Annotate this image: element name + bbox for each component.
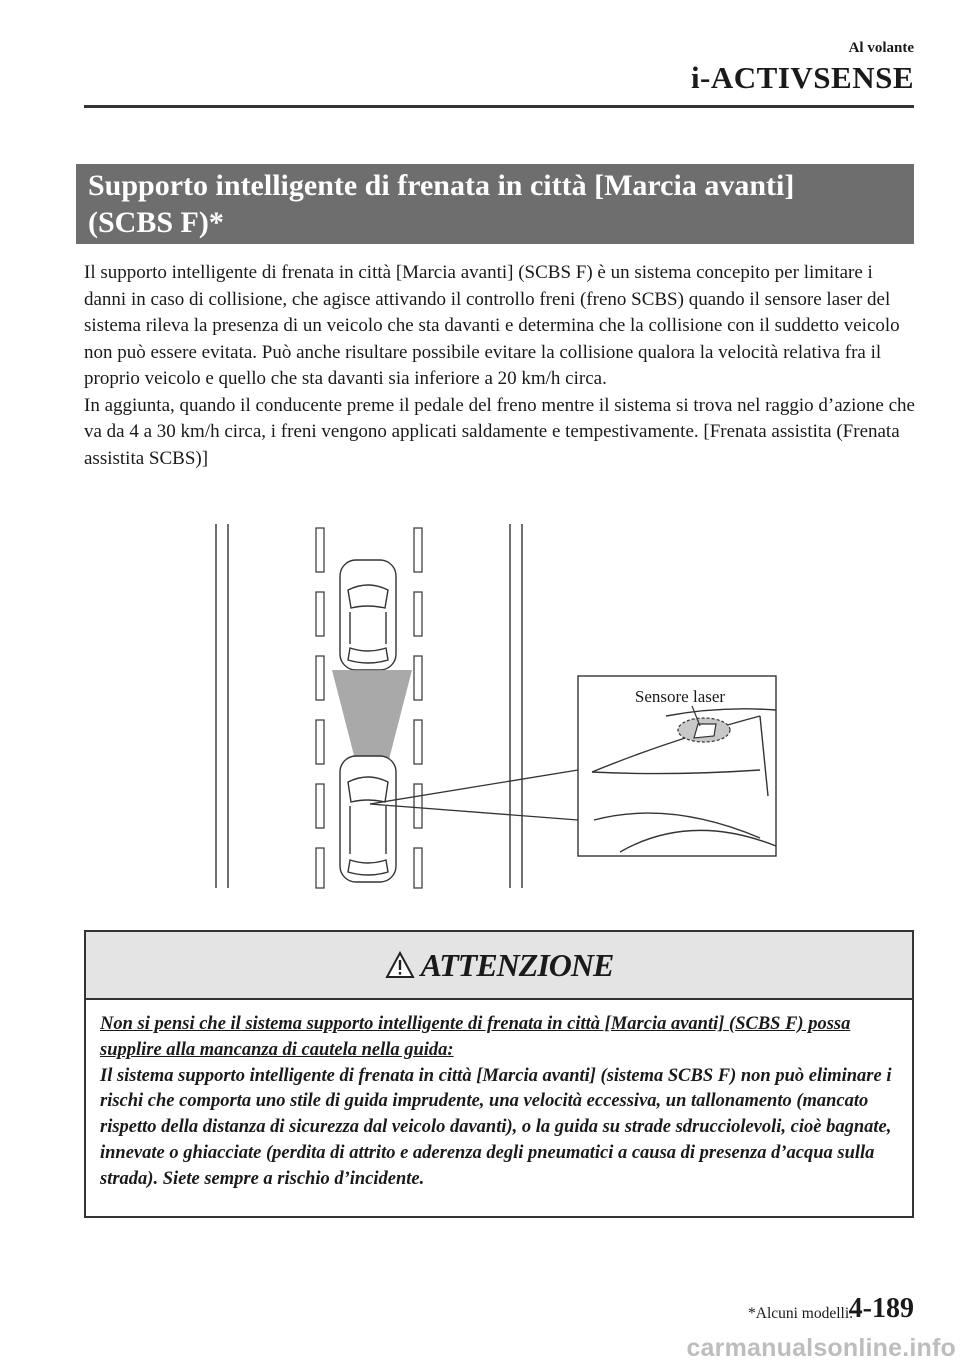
- own-vehicle: [340, 756, 396, 882]
- callout-line-bottom: [370, 804, 578, 820]
- chapter-label: Al volante: [848, 40, 914, 56]
- lead-vehicle: [340, 560, 396, 670]
- callout-line-top: [370, 770, 578, 804]
- footer-note: *Alcuni modelli.: [748, 1305, 854, 1322]
- warning-text: Il sistema supporto intelligente di frenata in città [Marcia avanti] (sistema SCBS F) non può eliminare i rischi che comporta uno stile di guida imprudente, una velocità eccessiva, un tallonamento (mancato rispetto della distanza di sicurezza dal veicolo davanti), o la guida su strade sdrucciolevoli, cioè bagnate, innevate o ghiacciate (perdita di attrito e aderenza degli pneumatici a causa di presenza d’acqua sulla strada). Siete sempre a rischio d’incidente.: [100, 1065, 892, 1189]
- scbs-illustration: [200, 520, 780, 892]
- warning-header: [86, 932, 912, 1000]
- warning-body: [86, 1000, 912, 1193]
- warning-triangle-icon: [385, 951, 415, 979]
- warning-title: ATTENZIONE: [420, 946, 614, 983]
- header-rule: [84, 105, 914, 108]
- page-number: 4-189: [848, 1293, 914, 1324]
- road-diagram: [200, 520, 780, 892]
- body-text: [84, 260, 916, 472]
- section-title: [76, 164, 914, 244]
- section-label: i-ACTIVSENSE: [690, 60, 914, 95]
- body-paragraph-1: Il supporto intelligente di frenata in città [Marcia avanti] (SCBS F) è un sistema concepito per limitare i danni in caso di collisione, che agisce attivando il controllo freni (freno SCBS) quando il sensore laser del sistema rileva la presenza di un veicolo che sta davanti e determina che la collisione con il suddetto veicolo non può essere evitata. Può anche risultare possibile evitare la collisione qualora la velocità relativa fra il proprio veicolo e quello che sta davanti sia inferiore a 20 km/h circa.: [84, 262, 900, 389]
- sensor-label: Sensore laser: [634, 687, 726, 706]
- section-title-line2: (SCBS F)*: [88, 206, 224, 239]
- section-title-line1: Supporto intelligente di frenata in città [Marcia avanti]: [88, 169, 795, 202]
- body-paragraph-2: In aggiunta, quando il conducente preme il pedale del freno mentre il sistema si trova nel raggio d’azione che va da 4 a 30 km/h circa, i freni vengono applicati saldamente e tempestivamente. [Frenata assistita (Frenata assistita SCBS)]: [84, 394, 915, 469]
- warning-lead: Non si pensi che il sistema supporto intelligente di frenata in città [Marcia avanti] (SCBS F) possa supplire alla mancanza di cautela nella guida:: [100, 1014, 851, 1060]
- watermark: carmanualsonline.info: [686, 1334, 956, 1362]
- sensor-unit: [694, 724, 716, 738]
- warning-box: [84, 930, 914, 1218]
